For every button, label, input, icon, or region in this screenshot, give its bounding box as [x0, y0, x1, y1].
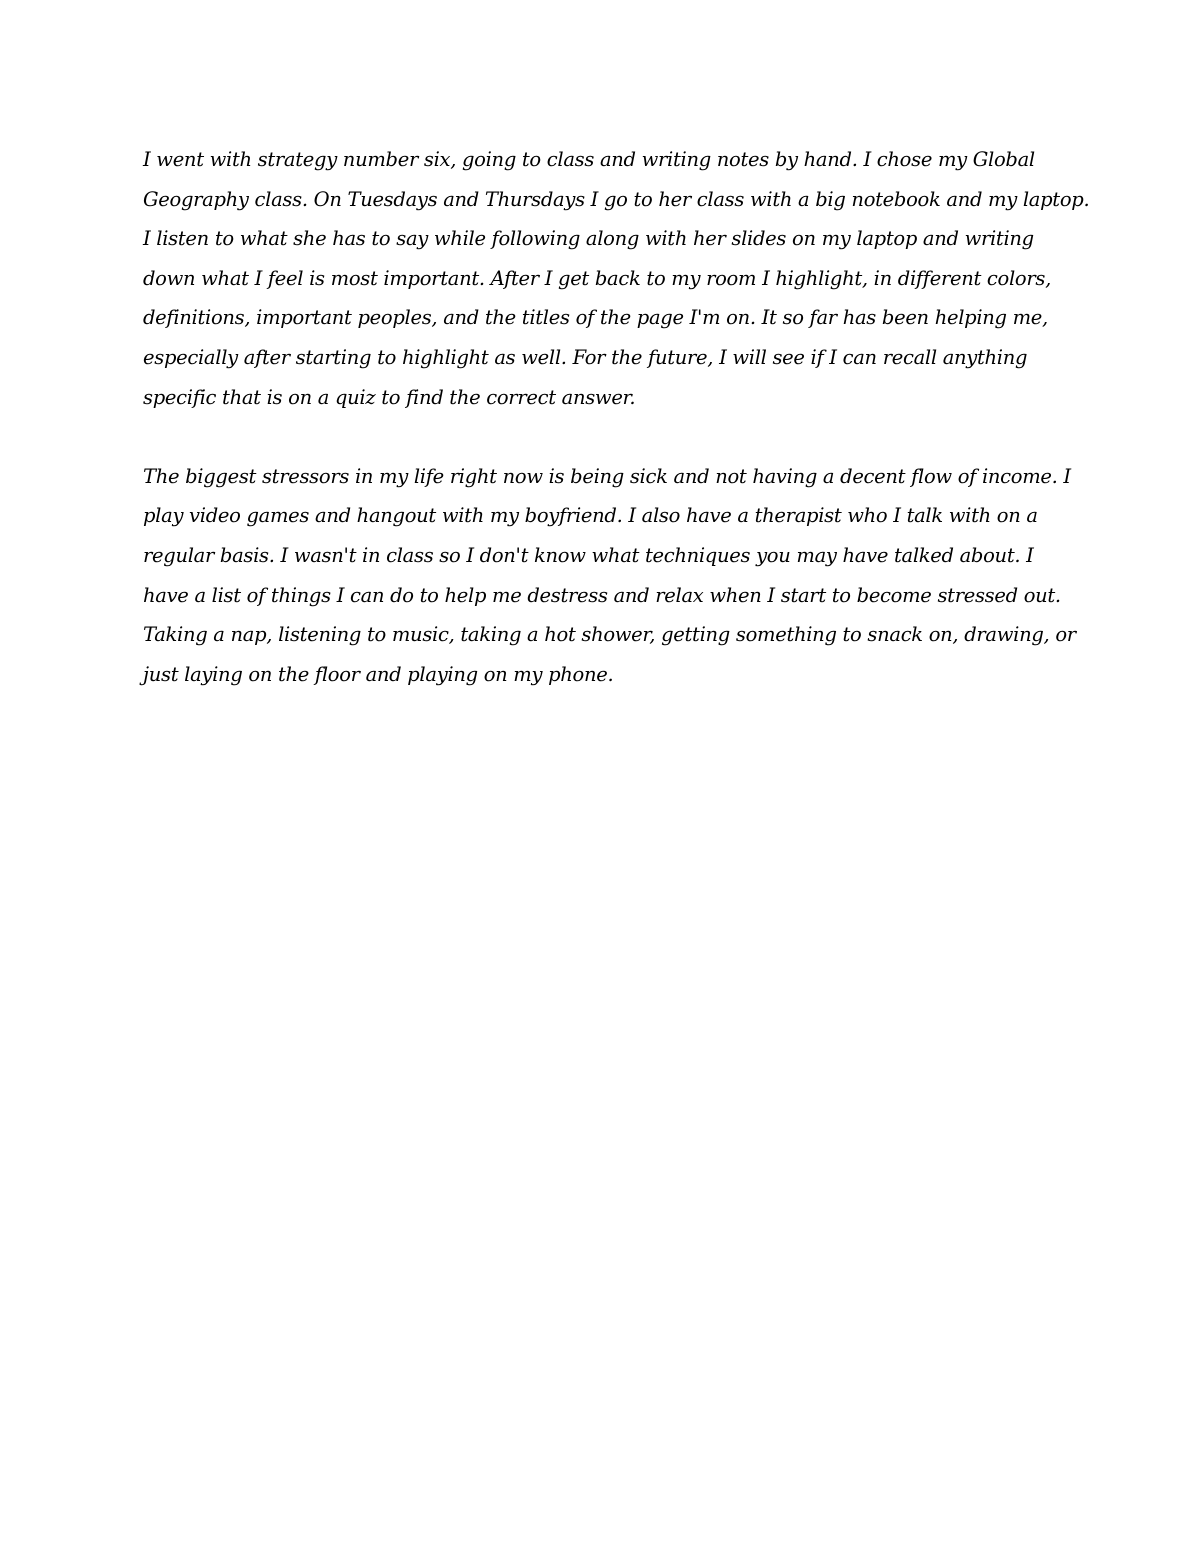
text-line: The biggest stressors in my life right now is being sick and not having a decent flow of income. I: [143, 464, 1071, 488]
text-line: Taking a nap, listening to music, taking a hot shower, getting something to snack on, drawing, or: [143, 623, 1076, 647]
paragraph-study-strategy: [143, 140, 1090, 417]
text-line: definitions, important peoples, and the titles of the page I'm on. It so far has been helping me,: [143, 306, 1048, 330]
text-line: regular basis. I wasn't in class so I don't know what techniques you may have talked about. I: [143, 543, 1034, 567]
text-line: I listen to what she has to say while following along with her slides on my laptop and writing: [143, 227, 1034, 251]
text-line: just laying on the floor and playing on my phone.: [143, 662, 614, 686]
document-body: [143, 140, 1090, 694]
text-line: I went with strategy number six, going to class and writing notes by hand. I chose my Global: [143, 148, 1035, 171]
text-line: specific that is on a quiz to find the correct answer.: [143, 385, 636, 409]
text-line: have a list of things I can do to help me destress and relax when I start to become stressed out.: [143, 583, 1061, 607]
paragraph-spacer: [143, 417, 1063, 457]
text-line: especially after starting to highlight as well. For the future, I will see if I can recall anything: [143, 345, 1028, 369]
text-line: play video games and hangout with my boyfriend. I also have a therapist who I talk with on a: [143, 504, 1038, 528]
paragraph-stressors: [143, 457, 1076, 695]
text-line: down what I feel is most important. After I get back to my room I highlight, in different colors,: [143, 266, 1051, 290]
text-line: Geography class. On Tuesdays and Thursdays I go to her class with a big notebook and my laptop.: [143, 187, 1090, 211]
